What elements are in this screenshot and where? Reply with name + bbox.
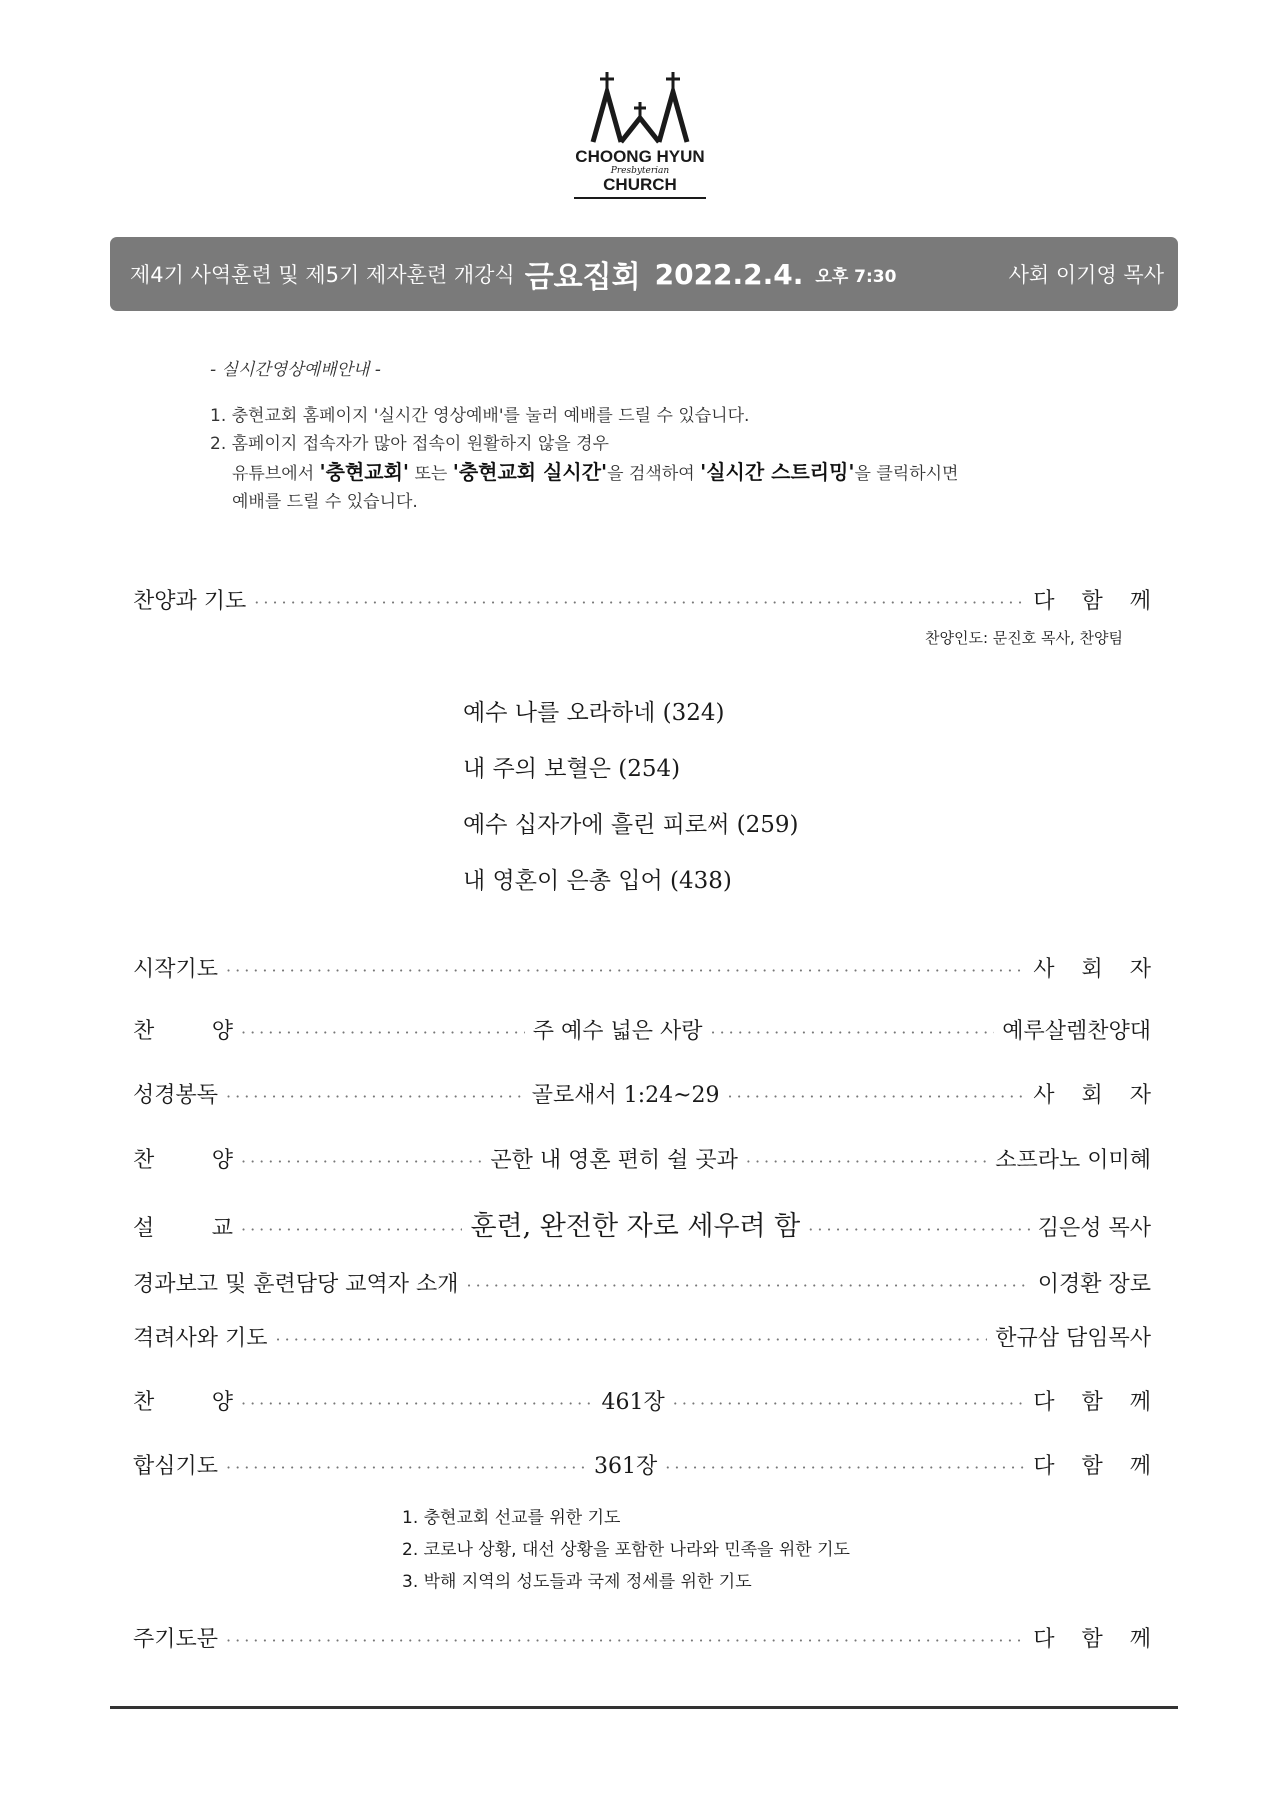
leader-dots (241, 1220, 462, 1239)
banner-time: 오후 7:30 (815, 266, 897, 287)
church-logo (560, 70, 720, 210)
banner-date: 2022.2.4. (654, 257, 804, 291)
leader-dots (808, 1220, 1029, 1239)
leader-dots (728, 1087, 1026, 1106)
row-value: 김은성 목사 (1037, 1216, 1151, 1241)
song-item: 예수 십자가에 흘린 피로써 (259) (463, 812, 799, 838)
row-value: 다 함 께 (1033, 589, 1161, 614)
row-label: 시작기도 (133, 957, 219, 982)
church-spires-icon (585, 70, 695, 146)
praise-leader: 찬양인도: 문진호 목사, 찬양팀 (925, 629, 1124, 647)
row-label-part: 양 (211, 1019, 233, 1044)
row-label: 성경봉독 (133, 1083, 219, 1108)
row-title: 골로새서 1:24~29 (531, 1083, 720, 1108)
row-label (133, 1385, 233, 1416)
notice-text: 유튜브에서 (232, 464, 320, 484)
row-label: 주기도문 (133, 1627, 219, 1652)
leader-dots (226, 1458, 586, 1477)
row-label-part: 양 (211, 1390, 233, 1415)
leader-dots (241, 1152, 482, 1171)
row-label-part: 교 (211, 1216, 233, 1241)
prayer-topics (402, 1502, 850, 1598)
bottom-rule (110, 1706, 1178, 1709)
prayer-topic: 2. 코로나 상황, 대선 상황을 포함한 나라와 민족을 위한 기도 (402, 1540, 850, 1560)
prayer-topic: 1. 충현교회 선교를 위한 기도 (402, 1508, 621, 1528)
leader-dots (665, 1458, 1025, 1477)
program-row-hymn-1 (133, 1014, 1151, 1045)
leader-dots (673, 1394, 1026, 1413)
row-label (133, 1014, 233, 1045)
notice-line-3 (210, 458, 1110, 488)
row-value: 한규삼 담임목사 (995, 1326, 1151, 1351)
banner-title: 제4기 사역훈련 및 제5기 제자훈련 개강식 (130, 263, 515, 287)
logo-line-2: Presbyterian (610, 166, 670, 176)
notice-text: 또는 (409, 464, 453, 484)
row-label-part: 설 (133, 1216, 155, 1241)
notice-keyword-1: '충현교회' (319, 460, 410, 484)
program-row-unity-prayer (133, 1449, 1161, 1480)
leader-dots (226, 1631, 1025, 1650)
logo-line-3: CHURCH (603, 175, 677, 194)
notice-text: 을 클릭하시면 (854, 464, 959, 484)
program-row-report (133, 1267, 1151, 1298)
row-title: 361장 (594, 1454, 658, 1479)
song-item: 내 주의 보혈은 (254) (463, 756, 681, 782)
banner-meeting: 금요집회 (524, 260, 641, 295)
leader-dots (746, 1152, 987, 1171)
program-row-praise (133, 584, 1161, 615)
notice-line-1: 1. 충현교회 홈페이지 '실시간 영상예배'를 눌러 예배를 드릴 수 있습니다. (210, 406, 750, 426)
notice-line-2: 2. 홈페이지 접속자가 많아 접속이 원활하지 않을 경우 (210, 434, 609, 454)
leader-dots (276, 1330, 988, 1349)
notice-title: - 실시간영상예배안내 - (210, 360, 381, 380)
program-row-lords-prayer (133, 1622, 1161, 1653)
row-value: 다 함 께 (1033, 1454, 1161, 1479)
row-value: 예루살렘찬양대 (1002, 1019, 1151, 1044)
row-label (133, 1211, 233, 1242)
row-label: 격려사와 기도 (133, 1326, 268, 1351)
row-label (133, 1143, 233, 1174)
row-label: 찬양과 기도 (133, 589, 247, 614)
song-item: 내 영혼이 은총 입어 (438) (463, 868, 732, 894)
row-label-part: 양 (211, 1148, 233, 1173)
row-value: 이경환 장로 (1037, 1272, 1151, 1297)
leader-dots (254, 593, 1025, 612)
row-label: 합심기도 (133, 1454, 219, 1479)
row-value: 다 함 께 (1033, 1390, 1161, 1415)
banner-host: 사회 이기영 목사 (1008, 263, 1164, 287)
row-label-part: 찬 (133, 1019, 155, 1044)
song-item: 예수 나를 오라하네 (324) (463, 700, 725, 726)
row-value: 사 회 자 (1033, 1083, 1161, 1108)
program-row-opening-prayer (133, 952, 1161, 983)
program-row-sermon (133, 1204, 1151, 1243)
prayer-topic: 3. 박해 지역의 성도들과 국제 정세를 위한 기도 (402, 1572, 752, 1592)
row-value: 다 함 께 (1033, 1627, 1161, 1652)
row-title: 곤한 내 영혼 편히 쉴 곳과 (490, 1148, 738, 1173)
leader-dots (710, 1023, 994, 1042)
row-label: 경과보고 및 훈련담당 교역자 소개 (133, 1272, 459, 1297)
program-row-hymn-3 (133, 1385, 1161, 1416)
leader-dots (241, 1023, 525, 1042)
live-notice (210, 355, 1110, 516)
row-title: 461장 (601, 1390, 665, 1415)
sermon-title: 훈련, 완전한 자로 세우려 함 (470, 1211, 801, 1242)
row-label-part: 찬 (133, 1148, 155, 1173)
leader-dots (467, 1276, 1030, 1295)
notice-keyword-2: '충현교회 실시간' (452, 460, 608, 484)
leader-dots (226, 961, 1025, 980)
program-row-scripture (133, 1078, 1161, 1109)
leader-dots (226, 1087, 524, 1106)
notice-keyword-3: '실시간 스트리밍' (700, 460, 855, 484)
song-list (463, 693, 799, 917)
row-title: 주 예수 넓은 사랑 (532, 1019, 703, 1044)
program-row-encouragement (133, 1321, 1151, 1352)
row-value: 사 회 자 (1033, 957, 1161, 982)
leader-dots (241, 1394, 594, 1413)
row-value: 소프라노 이미혜 (995, 1148, 1151, 1173)
row-label-part: 찬 (133, 1390, 155, 1415)
notice-text: 을 검색하여 (607, 464, 701, 484)
logo-line-1: CHOONG HYUN (575, 147, 705, 166)
title-banner (110, 237, 1178, 311)
program-row-hymn-2 (133, 1143, 1151, 1174)
logo-underline (574, 197, 706, 199)
notice-line-4: 예배를 드릴 수 있습니다. (232, 492, 418, 512)
